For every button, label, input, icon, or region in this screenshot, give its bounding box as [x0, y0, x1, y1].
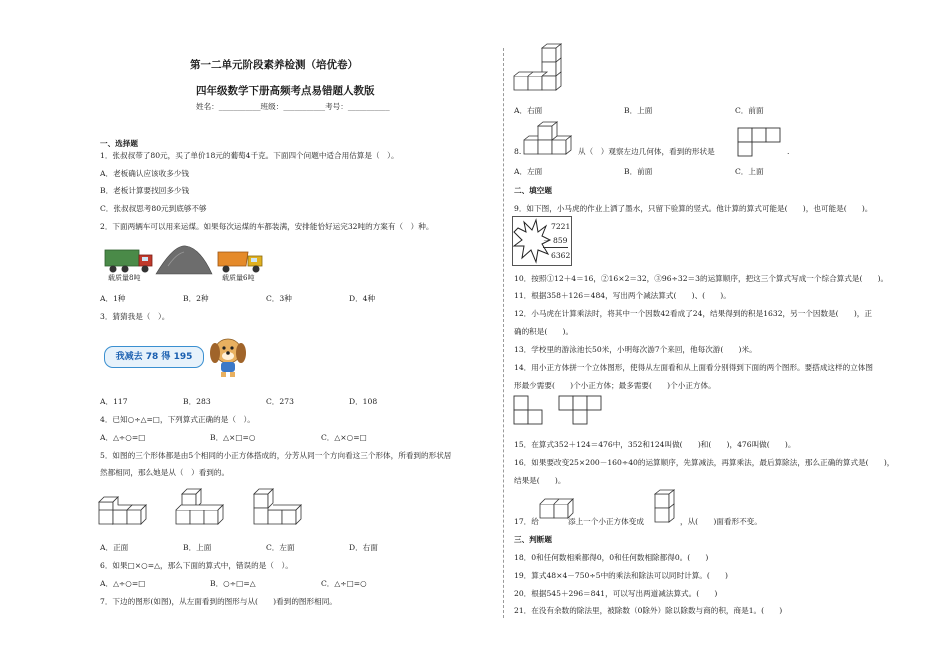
q5-option-d: D．右面 [349, 543, 378, 552]
column-divider [503, 48, 504, 618]
coal-pile-image [156, 244, 212, 274]
q9-minuend: 7221 [551, 222, 571, 231]
q2-option-d: D．4种 [349, 294, 376, 303]
question-3: 3．猜猜我是（ ）。 [100, 312, 170, 321]
question-20: 20．根据545＋296＝841，可以写出两道减法算式。( ) [514, 589, 718, 598]
question-4: 4．已知○÷△=□，下列算式正确的是（ ）。 [100, 415, 255, 424]
question-18: 18．0和任何数相乘都得0，0和任何数相除都得0。( ) [514, 553, 709, 562]
q7-option-b: B．上面 [624, 106, 653, 115]
q6-option-a: A．△÷○=□ [100, 579, 146, 588]
question-16-line1: 16．如果要改变25×200－160÷40的运算顺序，先算减法，再算乘法，最后算除法，那么正确的算式是( )， [514, 458, 895, 467]
exam-subtitle: 四年级数学下册高频考点易错题人教版 [196, 85, 375, 97]
q5-block-figure-3 [250, 488, 306, 524]
truck2-capacity-label: 载质量6吨 [222, 274, 255, 282]
dump-truck-orange-icon [216, 248, 268, 274]
q8-option-b: B．前面 [624, 167, 653, 176]
exam-title: 第一二单元阶段素养检测（培优卷） [190, 59, 358, 71]
question-17-middle: 添上一个小正方体变成 [568, 517, 644, 526]
q4-option-b: B．△×□=○ [210, 433, 256, 442]
question-5-line2: 然都相同，那么她是从（ ）看到的。 [100, 468, 230, 477]
q8-option-a: A．左面 [514, 167, 543, 176]
truck1-capacity-label: 载质量8吨 [108, 274, 141, 282]
question-17-prefix: 17．给 [514, 517, 539, 526]
question-12-line1: 12．小马虎在计算乘法时，将其中一个因数42看成了24，结果得到的积是1632，另一个因数是( )，正 [514, 309, 872, 318]
section-true-false: 三、判断题 [514, 535, 552, 544]
q1-option-b: B．老板计算要找回多少钱 [100, 186, 190, 195]
q9-difference: 6362 [551, 251, 571, 260]
q3-option-b: B．283 [183, 397, 211, 406]
q8-view-shape [738, 128, 794, 158]
q6-option-c: C．△÷□=○ [321, 579, 367, 588]
q5-block-figure-2 [176, 488, 232, 524]
question-16-line2: 结果是( )。 [514, 476, 566, 485]
q3-option-a: A．117 [100, 397, 128, 406]
q5-block-figure-1 [99, 488, 155, 524]
question-1: 1．张叔叔带了80元，买了单价18元的葡萄4千克。下面四个问题中适合用估算是（ ）。 [100, 151, 399, 160]
q14-top-view-shape [559, 396, 607, 426]
q2-option-c: C．3种 [266, 294, 292, 303]
q4-option-c: C．△×○=□ [321, 433, 367, 442]
q8-option-c: C．上面 [735, 167, 764, 176]
q7-block-figure [514, 48, 564, 92]
q2-option-a: A．1种 [100, 294, 126, 303]
q1-option-a: A．老板确认应该收多少钱 [100, 169, 190, 178]
question-8: 从（ ）观察左边几何体，看到的形状是 [578, 147, 715, 156]
question-21: 21．在没有余数的除法里，被除数（0除外）除以除数与商的积，商是1。( ) [514, 606, 783, 615]
question-7: 7．下边的图形(如图)，从左面看到的图形与从( )看到的图形相同。 [100, 597, 337, 606]
section-fill-blank: 二、填空题 [514, 186, 552, 195]
q1-option-c: C．张叔叔思考80元到底够不够 [100, 204, 207, 213]
question-15: 15．在算式352＋124＝476中，352和124叫做( )和( )，476叫做( )。 [514, 440, 796, 449]
q9-subtrahend: － 859 [543, 236, 568, 245]
q5-option-b: B．上面 [183, 543, 212, 552]
question-17-suffix: ，从( )面看形不变。 [680, 517, 762, 526]
question-13: 13．学校里的游泳池长50米，小明每次游7个来回，他每次游( )米。 [514, 345, 757, 354]
q5-option-c: C．左面 [266, 543, 295, 552]
q2-option-b: B．2种 [183, 294, 209, 303]
question-14-line1: 14．用小正方体拼一个立体图形，使得从左面看和从上面看分别得到下面的两个图形。要搭成这样的立体图 [514, 363, 873, 372]
q8-trailing-period: . [787, 147, 790, 156]
q7-option-a: A．右面 [514, 106, 543, 115]
question-2: 2．下面两辆车可以用来运煤。如果每次运煤的车都装满，安排能恰好运完32吨的方案有（ ）种。 [100, 222, 434, 231]
q14-left-view-shape [514, 396, 546, 426]
q9-underline [543, 247, 568, 248]
coal-truck-green-icon [105, 248, 155, 274]
question-8-number: 8. [514, 147, 522, 156]
riddle-speech-bubble: 我减去 78 得 195 [104, 346, 204, 368]
q8-block-figure [524, 122, 580, 156]
question-10: 10．按照①12＋4＝16，②16×2＝32，③96÷32＝3的运算顺序，把这三个算式写成一个综合算式是( )。 [514, 274, 889, 283]
question-12-line2: 确的积是( )。 [514, 327, 574, 336]
q7-option-c: C．前面 [735, 106, 764, 115]
question-11: 11．根据358＋126＝484，写出两个减法算式( )、( )。 [514, 291, 731, 300]
question-9: 9．如下图，小马虎的作业上洒了墨水，只留下验算的竖式。他计算的算式可能是( )，也可能是( )。 [514, 204, 873, 213]
q4-option-a: A．△÷○=□ [100, 433, 146, 442]
question-14-line2: 形最少需要( )个小正方体；最多需要( )个小正方体。 [514, 381, 716, 390]
q5-option-a: A．正面 [100, 543, 129, 552]
student-info-line: 姓名：___________班级：___________考号：___________ [196, 102, 390, 111]
q3-option-d: D．108 [349, 397, 378, 406]
section-multiple-choice: 一、选择题 [100, 139, 138, 148]
q6-option-b: B．○÷□=△ [210, 579, 256, 588]
question-5: 5．如图的三个形体都是由5个相同的小正方体搭成的，分芳从同一个方向看这三个形体，所看到的形状居 [100, 451, 452, 460]
question-19: 19．算式48×4－750÷5中的乘法和除法可以同时计算。( ) [514, 571, 729, 580]
q3-option-c: C．273 [266, 397, 294, 406]
puppy-mascot-image [206, 335, 252, 379]
question-6: 6．如果□×○=△，那么下面的算式中，错误的是（ ）。 [100, 561, 293, 570]
q17-block-figure-after [655, 490, 681, 526]
